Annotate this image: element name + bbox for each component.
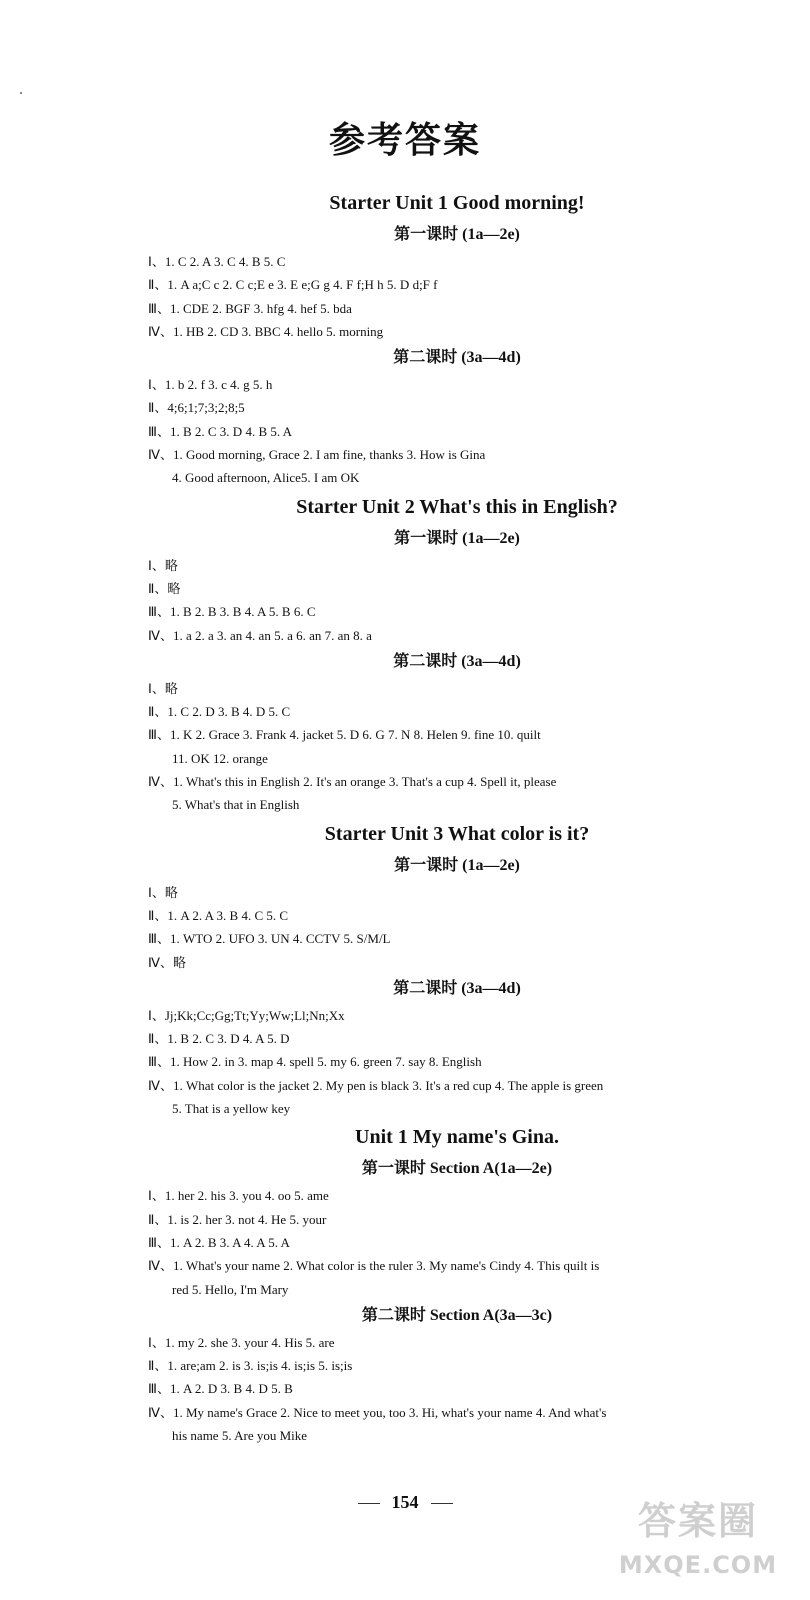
answer-line: Ⅰ、1. her 2. his 3. you 4. oo 5. ame bbox=[148, 1188, 329, 1204]
answer-line: Ⅲ、1. K 2. Grace 3. Frank 4. jacket 5. D 6. G 7. N 8. Helen 9. fine 10. quilt bbox=[148, 727, 541, 743]
answer-line: Ⅳ、1. What's this in English 2. It's an orange 3. That's a cup 4. Spell it, please bbox=[148, 774, 557, 790]
answer-line: Ⅳ、1. My name's Grace 2. Nice to meet you, too 3. Hi, what's your name 4. And what's bbox=[148, 1404, 607, 1420]
answer-line: Ⅳ、1. Good morning, Grace 2. I am fine, thanks 3. How is Gina bbox=[148, 447, 486, 463]
answer-line: Ⅳ、1. a 2. a 3. an 4. an 5. a 6. an 7. an 8. a bbox=[148, 627, 372, 643]
answer-line: Ⅱ、1. B 2. C 3. D 4. A 5. D bbox=[148, 1031, 290, 1047]
answer-line: Ⅲ、1. B 2. B 3. B 4. A 5. B 6. C bbox=[148, 604, 316, 620]
scan-speck bbox=[20, 92, 22, 94]
answer-line: Ⅰ、1. my 2. she 3. your 4. His 5. are bbox=[148, 1334, 335, 1350]
answer-line: Ⅰ、略 bbox=[148, 680, 178, 696]
lesson-heading: 第一课时 (1a—2e) bbox=[394, 226, 520, 243]
watermark-url: MXQE.COM bbox=[618, 1551, 778, 1579]
answer-line: Ⅰ、略 bbox=[148, 884, 178, 900]
lesson-heading: 第二课时 (3a—4d) bbox=[393, 652, 521, 670]
answer-line: Ⅱ、1. A a;C c 2. C c;E e 3. E e;G g 4. F f;H h 5. D d;F f bbox=[148, 277, 438, 293]
answer-content bbox=[148, 186, 778, 1447]
unit-heading: Unit 1 My name's Gina. bbox=[355, 1126, 559, 1149]
answer-line: Ⅱ、1. are;am 2. is 3. is;is 4. is;is 5. is;is bbox=[148, 1358, 353, 1374]
answer-line: Ⅳ、1. What's your name 2. What color is the ruler 3. My name's Cindy 4. This quilt is bbox=[148, 1258, 600, 1274]
unit-heading: Starter Unit 1 Good morning! bbox=[329, 192, 585, 214]
left-dash bbox=[358, 1503, 380, 1504]
answer-line: Ⅲ、1. How 2. in 3. map 4. spell 5. my 6. green 7. say 8. English bbox=[148, 1054, 482, 1070]
watermark bbox=[598, 1492, 798, 1592]
answer-line: Ⅰ、Jj;Kk;Cc;Gg;Tt;Yy;Ww;Ll;Nn;Xx bbox=[148, 1007, 345, 1023]
answer-line-continued: 5. That is a yellow key bbox=[172, 1101, 291, 1117]
answer-line: Ⅱ、1. is 2. her 3. not 4. He 5. your bbox=[148, 1211, 327, 1227]
answer-line-continued: his name 5. Are you Mike bbox=[172, 1427, 308, 1443]
answer-line: Ⅱ、1. A 2. A 3. B 4. C 5. C bbox=[148, 907, 289, 923]
unit-heading: Starter Unit 3 What color is it? bbox=[324, 822, 590, 845]
answer-line: Ⅲ、1. A 2. B 3. A 4. A 5. A bbox=[148, 1234, 290, 1250]
answer-line: Ⅰ、1. C 2. A 3. C 4. B 5. C bbox=[148, 254, 286, 269]
lesson-heading: 第一课时 (1a—2e) bbox=[394, 856, 520, 874]
answer-line: Ⅳ、1. HB 2. CD 3. BBC 4. hello 5. morning bbox=[148, 323, 384, 339]
answer-line-continued: 4. Good afternoon, Alice5. I am OK bbox=[172, 470, 360, 486]
answer-line: Ⅰ、1. b 2. f 3. c 4. g 5. h bbox=[148, 377, 273, 393]
answer-line: Ⅱ、4;6;1;7;3;2;8;5 bbox=[148, 400, 245, 416]
answer-line: Ⅲ、1. A 2. D 3. B 4. D 5. B bbox=[148, 1381, 293, 1397]
answer-line: Ⅱ、略 bbox=[148, 580, 181, 596]
answer-line: Ⅱ、1. C 2. D 3. B 4. D 5. C bbox=[148, 704, 291, 720]
lesson-heading: 第一课时 Section A(1a—2e) bbox=[361, 1160, 553, 1178]
answer-line-continued: 11. OK 12. orange bbox=[172, 750, 268, 766]
answer-line: Ⅲ、1. CDE 2. BGF 3. hfg 4. hef 5. bda bbox=[148, 300, 352, 316]
lesson-heading: 第二课时 (3a—4d) bbox=[393, 349, 521, 367]
answer-line: Ⅰ、略 bbox=[148, 557, 178, 573]
answer-line-continued: 5. What's that in English bbox=[172, 797, 300, 813]
answer-line: Ⅳ、略 bbox=[148, 954, 186, 970]
lesson-heading: 第二课时 (3a—4d) bbox=[393, 979, 521, 997]
unit-heading: Starter Unit 2 What's this in English? bbox=[296, 495, 618, 518]
answer-line: Ⅲ、1. B 2. C 3. D 4. B 5. A bbox=[148, 423, 293, 439]
lesson-heading: 第二课时 Section A(3a—3c) bbox=[361, 1306, 553, 1324]
answer-line-continued: red 5. Hello, I'm Mary bbox=[172, 1281, 289, 1297]
watermark-logo: 答案圈 bbox=[637, 1499, 758, 1543]
page-title: 参考答案 bbox=[328, 120, 481, 161]
page-number-value: 154 bbox=[391, 1492, 419, 1512]
lesson-heading: 第一课时 (1a—2e) bbox=[394, 529, 520, 547]
answer-line: Ⅲ、1. WTO 2. UFO 3. UN 4. CCTV 5. S/M/L bbox=[148, 931, 391, 947]
right-dash bbox=[431, 1503, 453, 1504]
answer-line: Ⅳ、1. What color is the jacket 2. My pen is black 3. It's a red cup 4. The apple is green bbox=[148, 1077, 604, 1093]
